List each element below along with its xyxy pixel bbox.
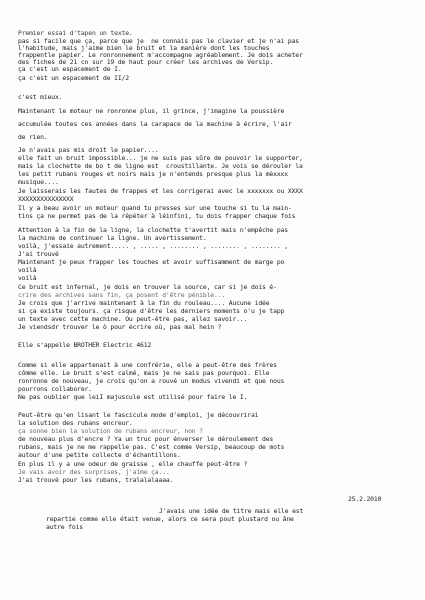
text-line: Ce bruit est infernal, je dois en trouver la source, car si je dois é- <box>18 283 277 291</box>
text-line: autour d'une petite collecte d'échantillons. <box>18 451 181 459</box>
text-line: pas si facile que ça, parce que je ne connais pas le clavier et je n'ai pas <box>18 37 300 45</box>
text-line: Je vais avoir des surprises, j'aime ça... <box>18 468 170 476</box>
text-line: rubans, mais je ne me rappelle pas. C'est comme Versip, beaucoup de mots <box>18 443 285 451</box>
text-line: J'avais une idée de titre mais elle est <box>159 507 304 515</box>
text-line: musique.... <box>18 178 59 186</box>
text-line: les petit rubans rouges et noirs mais je n'entends presque plus la mèxxxx <box>18 170 288 178</box>
text-line: ça c'est un espacement de II/2 <box>18 74 129 82</box>
text-line: Maintenant le moteur ne ronronne plus, il grince, j'imagine la poussière <box>18 107 285 115</box>
text-line: Je viendsdr trouver le ò pour écrire où, pas mal hein ? <box>18 323 222 331</box>
text-line: XXXXXXXXXXXXXXX <box>18 195 74 203</box>
text-line: J'ai trouvé pour les rubans, tralalalaaaa. <box>18 476 174 484</box>
text-line: mais la clochette de bo t de ligne est croustillante. Je vois se dérouler la <box>18 162 303 170</box>
text-line: J'ai trouvé <box>18 250 59 258</box>
text-line: Ne pas oublier que leiI majuscule est utilisé pour faire le I. <box>18 393 248 401</box>
text-line: de rien. <box>18 133 48 141</box>
text-line: l'habitude, mais j'aime bien le bruit et la manière dont les touches <box>18 44 270 52</box>
text-line: frappentle papier. Le ronronnement m'accompagne agréablement. Je dois acheter <box>18 51 303 59</box>
text-line: Attention à la fin de la ligne, la clochette t'avertit mais n'empêche pas <box>18 226 288 234</box>
text-line: repartie comme elle était venue, alors ce sera pout plustard ou âne <box>46 515 294 523</box>
text-line: ronronne de nouveau, je crois qu'on a rouvé un modus vivendi et que nous <box>18 377 285 385</box>
date-line: 25.2.2010 <box>348 495 382 503</box>
text-line: voilà, j'essaie autrement..... , ..... , ........ , ........ , ........ , <box>18 242 288 250</box>
text-line: autre fois <box>46 523 83 531</box>
text-line: Comme si elle appartenait à une confrérie, elle a peut-être des frères <box>18 361 277 369</box>
text-line: c'est mieux. <box>18 93 63 101</box>
text-line: Premier essai d'tapen un texte. <box>18 29 133 37</box>
text-line: pourrons collaborer. <box>18 385 92 393</box>
text-line: voilà <box>18 266 37 274</box>
text-line: Maintenant je peux frapper les touches et avoir suffisamment de marge po <box>18 258 285 266</box>
text-line: ça sonne bien la solution de rubans encreur, non ? <box>18 427 203 435</box>
text-line: Peut-être qu'en lisant le fascicule mode d'emploi, je découvrirai <box>18 411 259 419</box>
text-line: Je n'avais pas mis droit le papier.... <box>18 146 159 154</box>
text-line: cômme elle. Le bruit s'est calmé, mais je ne sais pas pourquoi. Elle <box>18 369 270 377</box>
text-line: voilà <box>18 274 37 282</box>
text-line: crire des archives sans fin, ça posent d'être pénible... <box>18 291 226 299</box>
text-line: En plus il y a une odeur de graisse , elle chauffe peut-être ? <box>18 460 248 468</box>
text-line: Elle s'appelle BROTHER Electric 4612 <box>18 341 152 349</box>
text-line: Je laisserais les fautes de frappes et les corrigerai avec le xxxxxxx ou XXXX <box>18 187 303 195</box>
text-line: accumulée toutes ces années dans la carapace de la machine à écrire, l'air <box>18 120 292 128</box>
text-line: de nouveau plus d'encre ? Ya un truc pour énverser le déroulement des <box>18 435 274 443</box>
text-line: ça c'est un espacement de I. <box>18 65 122 73</box>
text-line: elle fait un bruit impossible... je ne suis pas sûre de pouvoir le supporter, <box>18 154 303 162</box>
text-line: si ça existe toujours. ça risque d'être les derniers moments o'u je tapp <box>18 307 285 315</box>
text-line: un texte avec cette machine. Ou peut-être pas, allez savoir... <box>18 315 248 323</box>
text-line: Je crois que j'arrive maintenant à la fin du rouleau.... Aucune idée <box>18 299 270 307</box>
text-line: Il y a beau avoir un moteur quand tu presses sur une touche si tu la main- <box>18 204 292 212</box>
text-line: la solution des rubans encreur. <box>18 419 133 427</box>
text-line: tins ça ne permet pas de la répéter à léinfini, tu dois frapper chaque fois <box>18 212 296 220</box>
text-line: des fiches de 21 cn sur 19 de haut pour créer les archives de Versip. <box>18 58 274 66</box>
text-line: la machine de continuer la ligne. Un avertissement. <box>18 234 207 242</box>
